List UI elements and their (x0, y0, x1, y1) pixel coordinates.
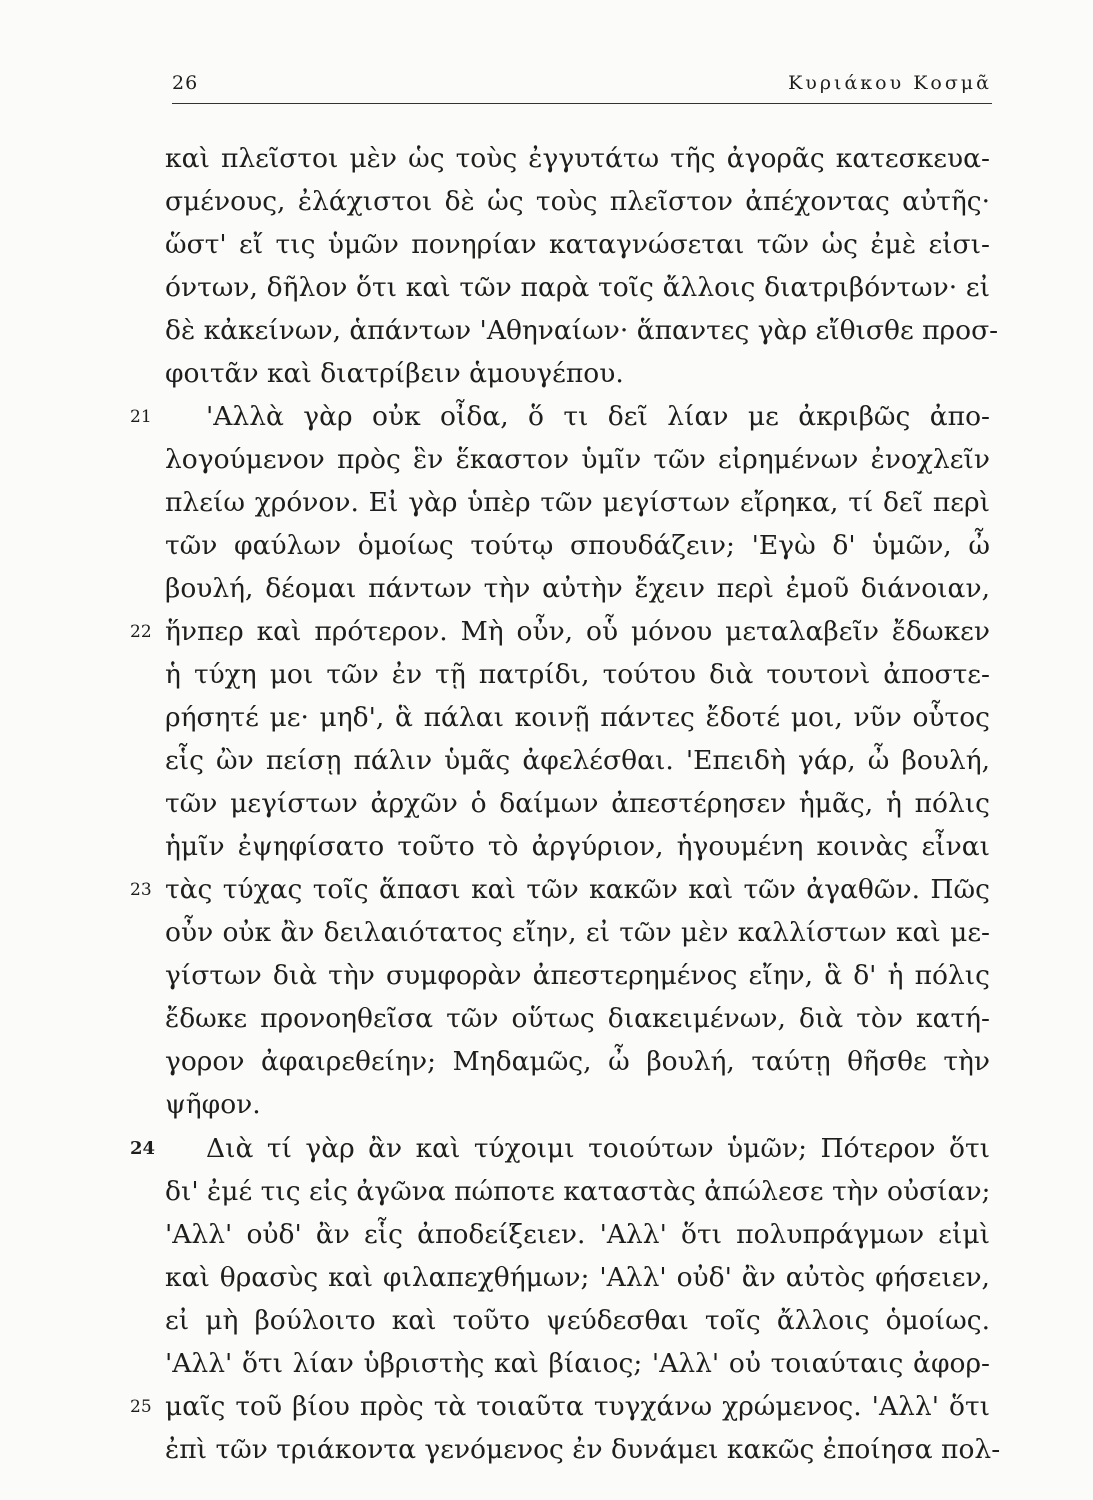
text-line: ἐπὶ τῶν τριάκοντα γενόμενος ἐν δυνάμει κακῶς ἐποίησα πολ- (165, 1434, 1001, 1465)
text-line: ἡμῖν ἐψηφίσατο τοῦτο τὸ ἀργύριον, ἡγουμένη κοινὰς εἶναι (165, 831, 990, 862)
text-line: τὰς τύχας τοῖς ἅπασι καὶ τῶν κακῶν καὶ τῶν ἀγαθῶν. Πῶς (165, 874, 990, 905)
text-line: τῶν φαύλων ὁμοίως τούτῳ σπουδάζειν; 'Εγὼ δ' ὑμῶν, ὦ (165, 530, 990, 561)
text-line: καὶ θρασὺς καὶ φιλαπεχθήμων; 'Αλλ' οὐδ' ἂν αὐτὸς φήσειεν, (165, 1262, 990, 1293)
text-line: όντων, δῆλον ὅτι καὶ τῶν παρὰ τοῖς ἄλλοις διατριβόντων· εἰ (165, 272, 990, 303)
text-line: 'Αλλὰ γὰρ οὐκ οἶδα, ὅ τι δεῖ λίαν με ἀκριβῶς ἀπο- (206, 401, 990, 432)
section-number-22: 22 (130, 622, 152, 642)
text-line: δὲ κἀκείνων, ἁπάντων 'Αθηναίων· ἅπαντες γὰρ εἴθισθε προσ- (165, 315, 999, 346)
page-number: 26 (172, 72, 199, 94)
text-line: γίστων διὰ τὴν συμφορὰν ἀπεστερημένος εἴην, ἃ δ' ἡ πόλις (165, 960, 990, 991)
text-line: ψῆφον. (165, 1089, 261, 1120)
text-line: εἷς ὢν πείσῃ πάλιν ὑμᾶς ἀφελέσθαι. 'Επειδὴ γάρ, ὦ βουλή, (165, 745, 990, 776)
section-number-24: 24 (130, 1138, 156, 1159)
running-head: Κυριάκου Κοσμᾶ (788, 72, 992, 94)
text-line: τῶν μεγίστων ἀρχῶν ὁ δαίμων ἀπεστέρησεν ἡμᾶς, ἡ πόλις (165, 788, 990, 819)
text-line: βουλή, δέομαι πάντων τὴν αὐτὴν ἔχειν περὶ ἐμοῦ διάνοιαν, (165, 573, 990, 604)
text-line: δι' ἐμέ τις εἰς ἀγῶνα πώποτε καταστὰς ἀπώλεσε τὴν οὐσίαν; (165, 1176, 991, 1207)
text-line: γορον ἀφαιρεθείην; Μηδαμῶς, ὦ βουλή, ταύτῃ θῆσθε τὴν (165, 1046, 990, 1077)
text-line: Διὰ τί γὰρ ἂν καὶ τύχοιμι τοιούτων ὑμῶν; Πότερον ὅτι (206, 1133, 990, 1164)
text-line: 'Αλλ' οὐδ' ἂν εἷς ἀποδείξειεν. 'Αλλ' ὅτι πολυπράγμων εἰμὶ (165, 1219, 990, 1250)
text-line: ἔδωκε προνοηθεῖσα τῶν οὕτως διακειμένων, διὰ τὸν κατή- (165, 1003, 990, 1034)
text-line: ἡ τύχη μοι τῶν ἐν τῇ πατρίδι, τούτου διὰ τουτονὶ ἀποστε- (165, 659, 990, 690)
text-line: 'Αλλ' ὅτι λίαν ὑβριστὴς καὶ βίαιος; 'Αλλ' οὐ τοιαύταις ἀφορ- (165, 1348, 990, 1379)
text-line: καὶ πλεῖστοι μὲν ὡς τοὺς ἐγγυτάτω τῆς ἀγορᾶς κατεσκευα- (165, 143, 990, 174)
text-line: ρήσητέ με· μηδ', ἃ πάλαι κοινῇ πάντες ἔδοτέ μοι, νῦν οὗτος (165, 702, 990, 733)
text-line: μαῖς τοῦ βίου πρὸς τὰ τοιαῦτα τυγχάνω χρώμενος. 'Αλλ' ὅτι (165, 1391, 990, 1422)
text-line: εἰ μὴ βούλοιτο καὶ τοῦτο ψεύδεσθαι τοῖς ἄλλοις ὁμοίως. (165, 1305, 990, 1336)
text-line: ἥνπερ καὶ πρότερον. Μὴ οὖν, οὗ μόνου μεταλαβεῖν ἔδωκεν (165, 616, 990, 647)
text-line: φοιτᾶν καὶ διατρίβειν ἁμουγέπου. (165, 358, 624, 389)
section-number-23: 23 (130, 880, 152, 900)
text-line: ὥστ' εἴ τις ὑμῶν πονηρίαν καταγνώσεται τῶν ὡς ἐμὲ εἰσι- (165, 229, 990, 260)
text-line: λογούμενον πρὸς ἓν ἕκαστον ὑμῖν τῶν εἰρημένων ἐνοχλεῖν (165, 444, 990, 475)
text-line: σμένους, ἐλάχιστοι δὲ ὡς τοὺς πλεῖστον ἀπέχοντας αὐτῆς· (165, 186, 990, 217)
text-line: πλείω χρόνον. Εἰ γὰρ ὑπὲρ τῶν μεγίστων εἴρηκα, τί δεῖ περὶ (165, 487, 990, 518)
section-number-21: 21 (130, 407, 152, 427)
text-line: οὖν οὐκ ἂν δειλαιότατος εἴην, εἰ τῶν μὲν καλλίστων καὶ με- (165, 917, 990, 948)
section-number-25: 25 (130, 1397, 152, 1417)
